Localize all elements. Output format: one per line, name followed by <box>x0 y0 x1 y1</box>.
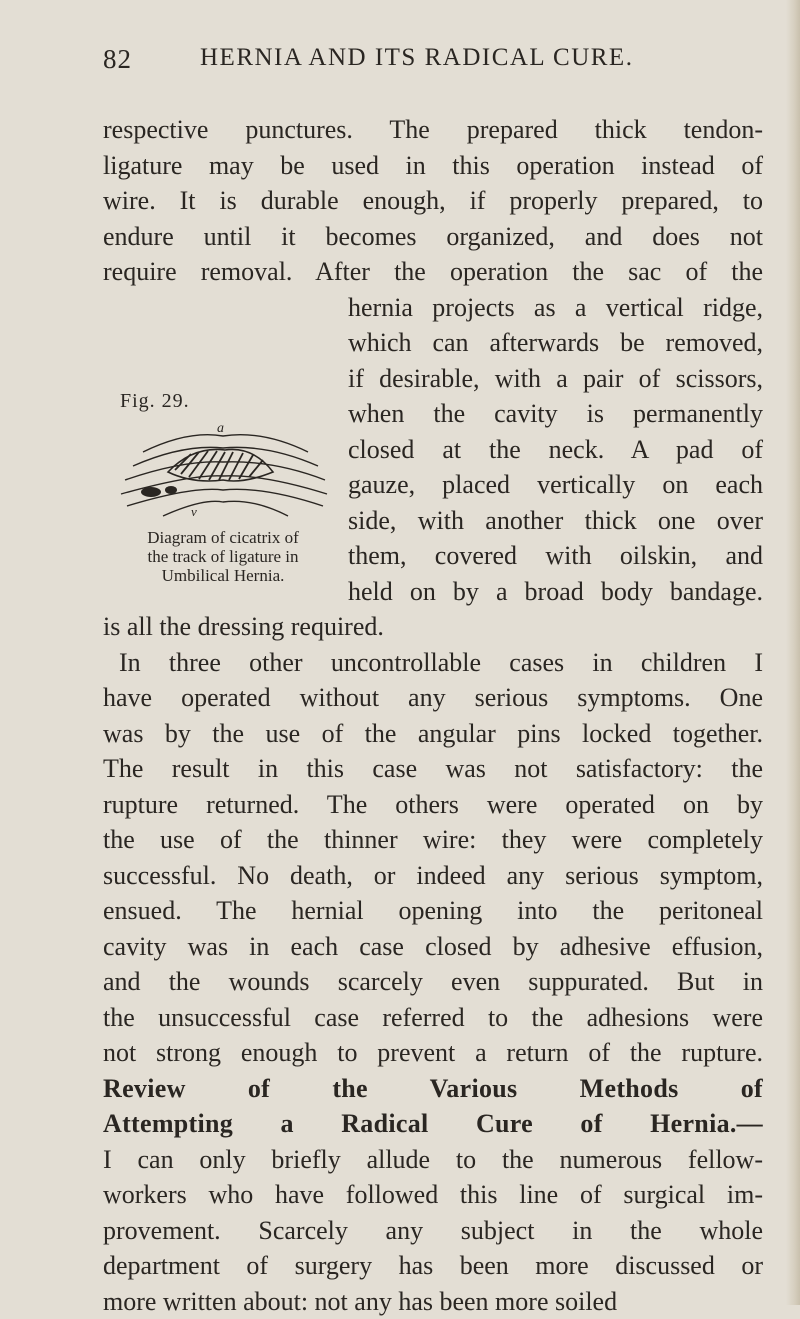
text-line: not strong enough to prevent a return of the rupture. <box>103 1035 763 1071</box>
paragraph-2 <box>103 645 763 1071</box>
caption-line: Diagram of cicatrix of <box>103 528 343 547</box>
section-heading: Review of the Various Methods of <box>103 1071 763 1107</box>
text-line: which can afterwards be removed, <box>348 325 763 361</box>
text-line: provement. Scarcely any subject in the whole <box>103 1213 763 1249</box>
text-line: more written about: not any has been more soiled <box>103 1284 763 1319</box>
figure-mark-v: v <box>191 504 197 519</box>
section-review <box>103 1071 763 1319</box>
text-line: was by the use of the angular pins locked together. <box>103 716 763 752</box>
section-heading: Attempting a Radical Cure of Hernia.— <box>103 1106 763 1142</box>
text-line: cavity was in each case closed by adhesive effusion, <box>103 929 763 965</box>
text-line: the unsuccessful case referred to the adhesions were <box>103 1000 763 1036</box>
text-line: hernia projects as a vertical ridge, <box>348 290 763 326</box>
text-line: and the wounds scarcely even suppurated. But in <box>103 964 763 1000</box>
text-line: require removal. After the operation the sac of the <box>103 254 763 290</box>
page-number: 82 <box>103 44 132 75</box>
running-title: HERNIA AND ITS RADICAL CURE. <box>200 44 633 72</box>
text-line: them, covered with oilskin, and <box>348 538 763 574</box>
figure-29 <box>103 384 348 614</box>
text-line: successful. No death, or indeed any serious symptom, <box>103 858 763 894</box>
text-line: held on by a broad body bandage. <box>348 574 763 610</box>
text-line: endure until it becomes organized, and does not <box>103 219 763 255</box>
text-line: In three other uncontrollable cases in children I <box>103 645 763 681</box>
caption-line: the track of ligature in <box>103 547 343 566</box>
body-text <box>103 112 763 1319</box>
caption-line: Umbilical Hernia. <box>103 566 343 585</box>
text-line: gauze, placed vertically on each <box>348 467 763 503</box>
text-line: workers who have followed this line of surgical im- <box>103 1177 763 1213</box>
page-edge <box>786 0 800 1305</box>
umbilical-hernia-diagram <box>113 424 333 519</box>
text-line: rupture returned. The others were operated on by <box>103 787 763 823</box>
text-line: have operated without any serious symptoms. One <box>103 680 763 716</box>
figure-caption <box>103 528 343 585</box>
text-line: closed at the neck. A pad of <box>348 432 763 468</box>
figure-label: Fig. 29. <box>120 384 190 420</box>
text-line: department of surgery has been more discussed or <box>103 1248 763 1284</box>
text-line: wire. It is durable enough, if properly prepared, to <box>103 183 763 219</box>
text-line: side, with another thick one over <box>348 503 763 539</box>
text-line: if desirable, with a pair of scissors, <box>348 361 763 397</box>
text-line: when the cavity is permanently <box>348 396 763 432</box>
text-line: ligature may be used in this operation instead of <box>103 148 763 184</box>
page-header <box>103 44 763 84</box>
text-line: ensued. The hernial opening into the peritoneal <box>103 893 763 929</box>
figure-mark-a: a <box>217 424 224 436</box>
text-line: respective punctures. The prepared thick tendon- <box>103 112 763 148</box>
text-line: The result in this case was not satisfactory: the <box>103 751 763 787</box>
text-line: the use of the thinner wire: they were completely <box>103 822 763 858</box>
text-line: is all the dressing required. <box>103 609 763 645</box>
text-line: I can only briefly allude to the numerous fellow- <box>103 1142 763 1178</box>
